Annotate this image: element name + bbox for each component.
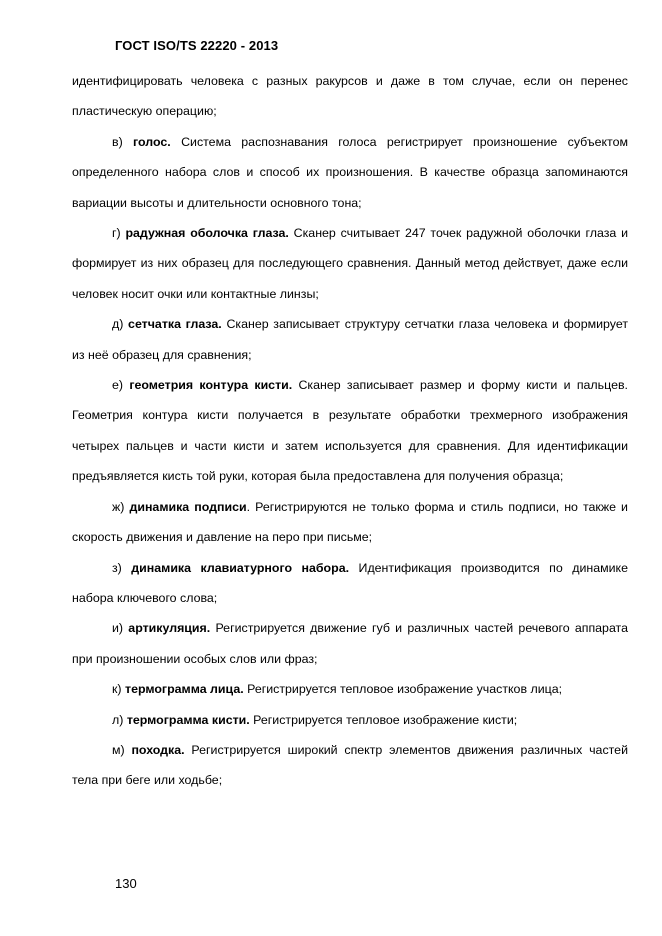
list-item-text: Идентификация производится по динамике набора ключевого слова; [72,560,629,605]
list-item-text: Регистрируется тепловое изображение кисти; [249,712,518,727]
list-item-term: артикуляция. [128,621,211,636]
list-item-marker: е) [112,378,130,393]
list-item-text: Сканер записывает структуру сетчатки глаза человека и формирует из неё образец для сравнения; [72,317,628,362]
list-item-hand-geometry [72,370,628,492]
list-item-term: голос. [133,134,171,149]
list-item-marker: к) [112,682,125,697]
list-item-signature-dynamics [72,492,628,553]
list-item-keystroke-dynamics [72,553,628,614]
list-item-term: термограмма кисти. [126,712,250,727]
list-item-gait [72,735,628,796]
list-item-iris [72,218,628,309]
list-item-marker: м) [112,742,132,757]
paragraph-continuation [72,66,628,127]
list-item-text: Сканер записывает размер и форму кисти и пальцев. Геометрия контура кисти получается в результате обработки трехмерного изображения четырех пальцев и части кисти и затем используется для сравнения. Для идентификации предъявляется кисть той руки, которая была предоставлена для получения образца; [72,378,628,484]
list-item-articulation [72,613,628,674]
list-item-text: Регистрируется широкий спектр элементов движения различных частей тела при беге или ходьбе; [72,742,628,788]
list-item-text: Регистрируется движение губ и различных частей речевого аппарата при произношении особых слов или фраз; [72,621,628,666]
paragraph-text: идентифицировать человека с разных ракурсов и даже в том случае, если он перенес пластическую операцию; [72,74,628,119]
list-item-term: динамика подписи [129,499,247,514]
list-item-term: термограмма лица. [125,682,244,697]
list-item-text: Система распознавания голоса регистрирует произношение субъектом определенного набора слов и способ их произношения. В качестве образца запоминаются вариации высоты и длительности основного тона; [72,134,628,210]
list-item-hand-thermogram [72,705,628,735]
document-header: ГОСТ ISO/TS 22220 - 2013 [115,38,279,53]
list-item-marker: ж) [112,499,130,514]
body-text [72,66,628,796]
list-item-text: . Регистрируются не только форма и стиль подписи, но также и скорость движения и давление на перо при письме; [72,499,628,545]
list-item-term: сетчатка глаза. [128,317,222,332]
list-item-marker: з) [112,560,132,575]
list-item-voice [72,127,628,218]
page-number: 130 [115,876,137,891]
list-item-retina [72,309,628,370]
list-item-marker: в) [112,134,134,149]
list-item-marker: и) [112,621,129,636]
list-item-marker: г) [112,226,126,241]
list-item-term: походка. [131,742,185,757]
list-item-text: Сканер считывает 247 точек радужной оболочки глаза и формирует из них образец для последующего сравнения. Данный метод действует, даже если человек носит очки или контактные линзы; [72,226,629,301]
list-item-marker: л) [112,712,127,727]
list-item-text: Регистрируется тепловое изображение участков лица; [243,682,563,697]
list-item-face-thermogram [72,674,628,704]
list-item-term: радужная оболочка глаза. [125,226,289,241]
list-item-term: геометрия контура кисти. [129,378,293,393]
list-item-term: динамика клавиатурного набора. [131,560,350,575]
list-item-marker: д) [112,317,129,332]
